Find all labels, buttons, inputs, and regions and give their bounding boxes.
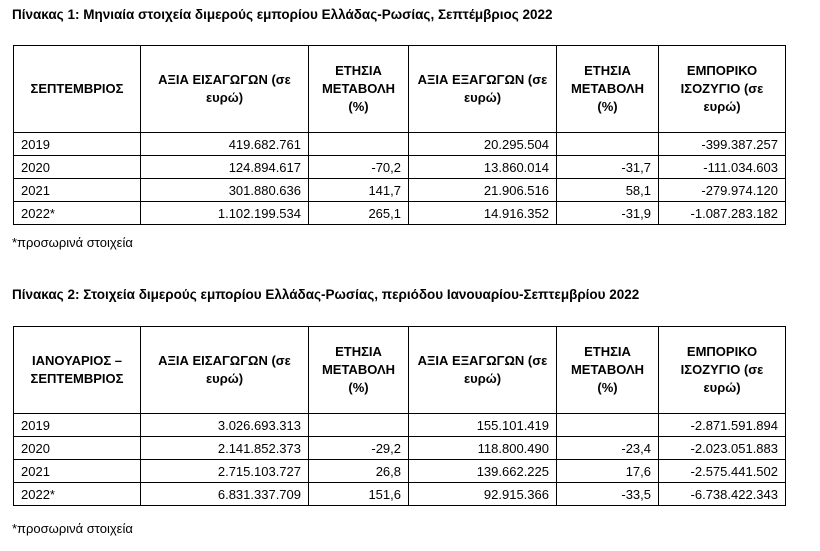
table2-header-exports-change: ΕΤΗΣΙΑ ΜΕΤΑΒΟΛΗ (%): [557, 327, 659, 414]
exports-change-cell: -33,5: [557, 483, 659, 506]
table1-header-exports: ΑΞΙΑ ΕΞΑΓΩΓΩΝ (σε ευρώ): [409, 46, 557, 133]
table-row: [14, 483, 786, 506]
table2-header-exports: ΑΞΙΑ ΕΞΑΓΩΓΩΝ (σε ευρώ): [409, 327, 557, 414]
table-row: [14, 414, 786, 437]
imports-change-cell: -29,2: [309, 437, 409, 460]
table-row: [14, 179, 786, 202]
exports-change-cell: [557, 133, 659, 156]
imports-change-cell: -70,2: [309, 156, 409, 179]
imports-cell: 2.715.103.727: [141, 460, 309, 483]
balance-cell: -279.974.120: [659, 179, 786, 202]
table-row: [14, 460, 786, 483]
year-cell: 2021: [14, 179, 141, 202]
balance-cell: -2.575.441.502: [659, 460, 786, 483]
exports-change-cell: -31,9: [557, 202, 659, 225]
balance-cell: -2.023.051.883: [659, 437, 786, 460]
table1-header-imports: ΑΞΙΑ ΕΙΣΑΓΩΓΩΝ (σε ευρώ): [141, 46, 309, 133]
table1: [13, 45, 786, 225]
table2-header-imports: ΑΞΙΑ ΕΙΣΑΓΩΓΩΝ (σε ευρώ): [141, 327, 309, 414]
imports-change-cell: [309, 414, 409, 437]
exports-cell: 118.800.490: [409, 437, 557, 460]
table2: [13, 326, 786, 506]
exports-cell: 92.915.366: [409, 483, 557, 506]
year-cell: 2021: [14, 460, 141, 483]
table2-header-period: ΙΑΝΟΥΑΡΙΟΣ – ΣΕΠΤΕΜΒΡΙΟΣ: [14, 327, 141, 414]
exports-cell: 139.662.225: [409, 460, 557, 483]
exports-change-cell: 17,6: [557, 460, 659, 483]
year-cell: 2022*: [14, 483, 141, 506]
table1-header-period: ΣΕΠΤΕΜΒΡΙΟΣ: [14, 46, 141, 133]
imports-cell: 6.831.337.709: [141, 483, 309, 506]
imports-cell: 301.880.636: [141, 179, 309, 202]
imports-change-cell: 26,8: [309, 460, 409, 483]
year-cell: 2020: [14, 437, 141, 460]
table2-header-imports-change: ΕΤΗΣΙΑ ΜΕΤΑΒΟΛΗ (%): [309, 327, 409, 414]
exports-cell: 13.860.014: [409, 156, 557, 179]
year-cell: 2019: [14, 133, 141, 156]
table1-header-exports-change: ΕΤΗΣΙΑ ΜΕΤΑΒΟΛΗ (%): [557, 46, 659, 133]
table-row: [14, 133, 786, 156]
table-row: [14, 437, 786, 460]
exports-cell: 20.295.504: [409, 133, 557, 156]
exports-change-cell: -23,4: [557, 437, 659, 460]
imports-cell: 2.141.852.373: [141, 437, 309, 460]
balance-cell: -399.387.257: [659, 133, 786, 156]
imports-change-cell: 151,6: [309, 483, 409, 506]
table2-header-balance: ΕΜΠΟΡΙΚΟ ΙΣΟΖΥΓΙΟ (σε ευρώ): [659, 327, 786, 414]
table1-header-balance: ΕΜΠΟΡΙΚΟ ΙΣΟΖΥΓΙΟ (σε ευρώ): [659, 46, 786, 133]
table2-header-row: [14, 327, 786, 414]
balance-cell: -1.087.283.182: [659, 202, 786, 225]
exports-cell: 155.101.419: [409, 414, 557, 437]
imports-cell: 124.894.617: [141, 156, 309, 179]
table-row: [14, 156, 786, 179]
imports-cell: 1.102.199.534: [141, 202, 309, 225]
imports-change-cell: 141,7: [309, 179, 409, 202]
table1-header-row: [14, 46, 786, 133]
imports-change-cell: [309, 133, 409, 156]
year-cell: 2022*: [14, 202, 141, 225]
exports-cell: 21.906.516: [409, 179, 557, 202]
table-row: [14, 202, 786, 225]
exports-cell: 14.916.352: [409, 202, 557, 225]
table1-title: Πίνακας 1: Μηνιαία στοιχεία διμερούς εμπορίου Ελλάδας-Ρωσίας, Σεπτέμβριος 2022: [12, 7, 553, 22]
exports-change-cell: 58,1: [557, 179, 659, 202]
table1-header-imports-change: ΕΤΗΣΙΑ ΜΕΤΑΒΟΛΗ (%): [309, 46, 409, 133]
imports-cell: 419.682.761: [141, 133, 309, 156]
table2-title: Πίνακας 2: Στοιχεία διμερούς εμπορίου Ελλάδας-Ρωσίας, περιόδου Ιανουαρίου-Σεπτεμβρίου 2022: [12, 287, 640, 302]
imports-cell: 3.026.693.313: [141, 414, 309, 437]
table2-footnote: *προσωρινά στοιχεία: [12, 521, 133, 536]
exports-change-cell: [557, 414, 659, 437]
balance-cell: -111.034.603: [659, 156, 786, 179]
table1-footnote: *προσωρινά στοιχεία: [12, 235, 133, 250]
year-cell: 2019: [14, 414, 141, 437]
balance-cell: -6.738.422.343: [659, 483, 786, 506]
year-cell: 2020: [14, 156, 141, 179]
exports-change-cell: -31,7: [557, 156, 659, 179]
imports-change-cell: 265,1: [309, 202, 409, 225]
balance-cell: -2.871.591.894: [659, 414, 786, 437]
